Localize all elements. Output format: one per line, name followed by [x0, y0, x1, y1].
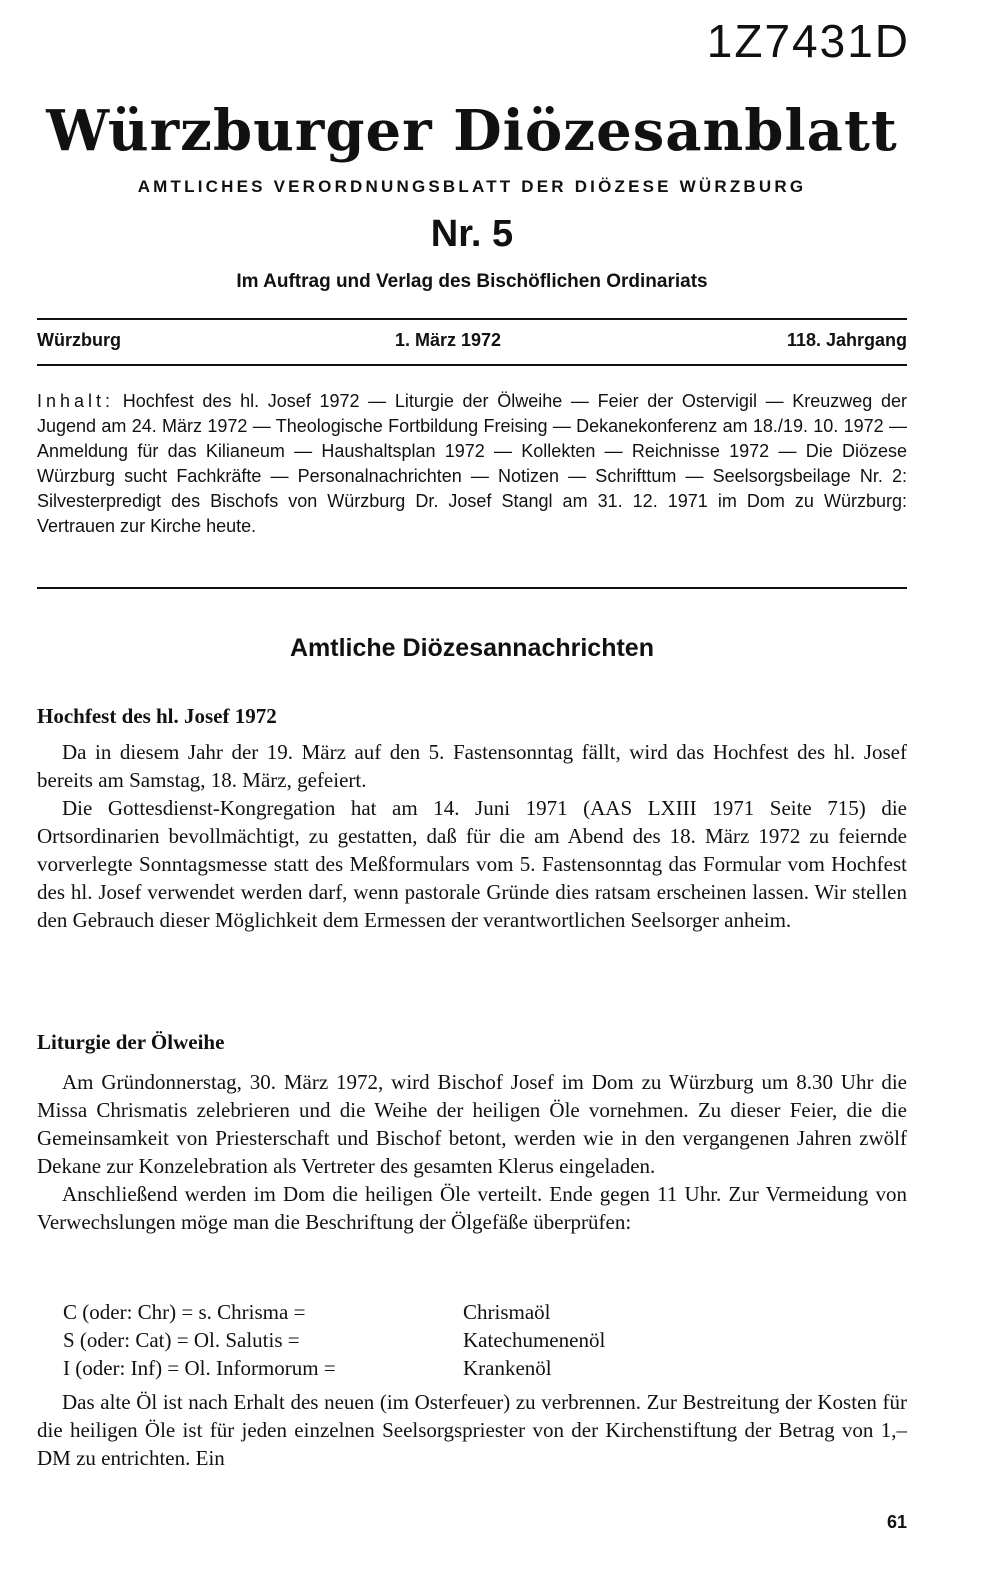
article-body [37, 738, 907, 934]
dateline-volume: 118. Jahrgang [786, 330, 907, 350]
article-heading: Liturgie der Ölweihe [37, 1030, 225, 1054]
dateline-place: Würzburg [37, 330, 121, 350]
article-body [37, 1068, 907, 1236]
oil-name: Katechumenenöl [463, 1328, 606, 1352]
paragraph: Am Gründonnerstag, 30. März 1972, wird Bischof Josef im Dom zu Würzburg um 8.30 Uhr die Missa Chrismatis zelebrieren und die Weihe der heiligen Öle vornehmen. Zu dieser Feier, die die Gemeinsamkeit von Priesterschaft und Bischof betont, werden wie in den vergangenen Jahren zwölf Dekane zur Konzelebration als Vertreter des gesamten Klerus eingeladen. [37, 1070, 907, 1178]
dateline [37, 330, 907, 354]
table-of-contents [37, 389, 907, 539]
oil-code: S (oder: Cat) = Ol. Salutis = [63, 1328, 300, 1352]
publisher-line: Im Auftrag und Verlag des Bischöflichen Ordinariats [236, 271, 708, 292]
divider [37, 364, 907, 366]
oil-name: Krankenöl [463, 1356, 552, 1380]
contents-text: Hochfest des hl. Josef 1972 — Liturgie der Ölweihe — Feier der Ostervigil — Kreuzweg der Jugend am 24. März 1972 — Theologische Fortbildung Freising — Dekanekonferenz am 18./19. 10. 1972 — Anmeldung für das Kilianeum — Haushaltsplan 1972 — Kollekten — Reichnisse 1972 — Die Diözese Würzburg sucht Fachkräfte — Personalnachrichten — Notizen — Schrifttum — Seelsorgsbeilage Nr. 2: Silvesterpredigt des Bischofs von Würzburg Dr. Josef Stangl am 31. 12. 1971 im Dom zu Würzburg: Vertrauen zur Kirche heute. [37, 391, 907, 536]
oil-row [63, 1298, 763, 1326]
oil-name: Chrismaöl [463, 1300, 551, 1324]
oil-code: C (oder: Chr) = s. Chrisma = [63, 1300, 306, 1324]
masthead-subtitle: AMTLICHES VERORDNUNGSBLATT DER DIÖZESE WÜRZBURG [137, 177, 807, 196]
article-heading: Hochfest des hl. Josef 1972 [37, 704, 277, 728]
masthead-title: Würzburger Diözesanblatt [46, 98, 898, 164]
divider [37, 318, 907, 320]
section-title: Amtliche Diözesannachrichten [290, 634, 654, 662]
paragraph: Anschließend werden im Dom die heiligen Öle verteilt. Ende gegen 11 Uhr. Zur Vermeidung von Verwechslungen möge man die Beschriftung der Ölgefäße überprüfen: [37, 1182, 907, 1234]
oil-code: I (oder: Inf) = Ol. Informorum = [63, 1356, 336, 1380]
oil-row [63, 1354, 763, 1382]
issue-number: Nr. 5 [430, 213, 514, 255]
page-number: 61 [886, 1512, 907, 1532]
divider [37, 587, 907, 589]
archive-signature: 1Z7431D [706, 15, 910, 67]
paragraph: Das alte Öl ist nach Erhalt des neuen (im Osterfeuer) zu verbrennen. Zur Bestreitung der Kosten für die heiligen Öle ist für jeden einzelnen Seelsorgspriester von der Kirchenstiftung der Betrag von 1,– DM zu entrichten. Ein [37, 1390, 907, 1470]
oil-list [63, 1298, 763, 1382]
contents-label: Inhalt: [37, 391, 115, 411]
paragraph: Da in diesem Jahr der 19. März auf den 5. Fastensonntag fällt, wird das Hochfest des hl. Josef bereits am Samstag, 18. März, gefeiert. [37, 740, 907, 792]
paragraph: Die Gottesdienst-Kongregation hat am 14. Juni 1971 (AAS LXIII 1971 Seite 715) die Ortsordinarien bevollmächtigt, zu gestatten, daß für die am Abend des 18. März 1972 zu feiernde vorverlegte Sonntagsmesse statt des Meßformulars vom 5. Fastensonntag das Formular vom Hochfest des hl. Josef verwendet werden darf, wenn pastorale Gründe dies ratsam erscheinen lassen. Wir stellen den Gebrauch dieser Möglichkeit dem Ermessen der verantwortlichen Seelsorger anheim. [37, 796, 907, 932]
dateline-date: 1. März 1972 [395, 330, 502, 350]
article-body [37, 1388, 907, 1472]
oil-row [63, 1326, 763, 1354]
